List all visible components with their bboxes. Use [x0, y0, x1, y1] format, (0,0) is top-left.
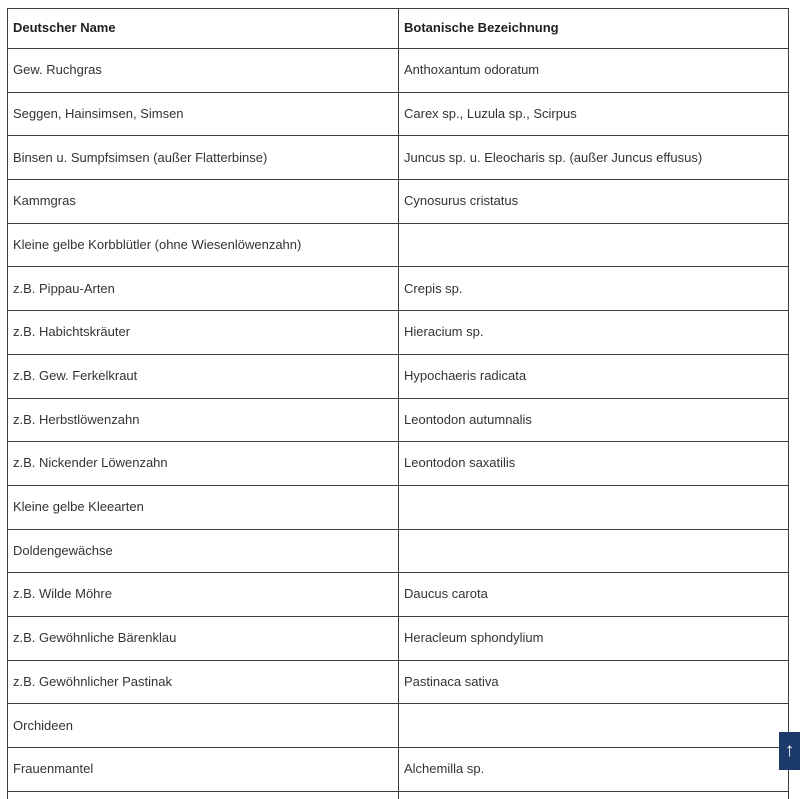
botanical-name-cell: Hypochaeris radicata [399, 354, 789, 398]
plant-name-table [7, 8, 789, 799]
botanical-name-cell: Crepis sp. [399, 267, 789, 311]
german-name-cell: Frauenmantel [8, 748, 399, 792]
botanical-name-cell: Hieracium sp. [399, 311, 789, 355]
table-row [8, 398, 789, 442]
table-row [8, 223, 789, 267]
botanical-name-cell [399, 704, 789, 748]
german-name-cell: z.B. Herbstlöwenzahn [8, 398, 399, 442]
german-name-cell: z.B. Gewöhnliche Bärenklau [8, 616, 399, 660]
botanical-name-cell: Carex sp., Luzula sp., Scirpus [399, 92, 789, 136]
german-name-cell: z.B. Habichtskräuter [8, 311, 399, 355]
table-row [8, 180, 789, 224]
table-row [8, 748, 789, 792]
table-row [8, 573, 789, 617]
german-name-cell: z.B. Nickender Löwenzahn [8, 442, 399, 486]
german-name-cell: Kleine gelbe Korbblütler (ohne Wiesenlöwenzahn) [8, 223, 399, 267]
table-row [8, 92, 789, 136]
botanical-name-cell: Cynosurus cristatus [399, 180, 789, 224]
table-header-row [8, 9, 789, 49]
table-row [8, 354, 789, 398]
table-row [8, 529, 789, 573]
german-name-cell: Kleine gelbe Kleearten [8, 485, 399, 529]
botanical-name-cell: Anthoxantum odoratum [399, 49, 789, 93]
german-name-cell: z.B. Wilde Möhre [8, 573, 399, 617]
table-row [8, 136, 789, 180]
german-name-cell: z.B. Gew. Ferkelkraut [8, 354, 399, 398]
german-name-cell: Doldengewächse [8, 529, 399, 573]
german-name-cell [8, 791, 399, 799]
german-name-cell: Orchideen [8, 704, 399, 748]
table-row [8, 267, 789, 311]
column-header-botanical-name: Botanische Bezeichnung [399, 9, 789, 49]
german-name-cell: z.B. Gewöhnlicher Pastinak [8, 660, 399, 704]
table-row [8, 791, 789, 799]
botanical-name-cell [399, 791, 789, 799]
table-row [8, 485, 789, 529]
german-name-cell: z.B. Pippau-Arten [8, 267, 399, 311]
botanical-name-cell: Daucus carota [399, 573, 789, 617]
scroll-to-top-button[interactable] [779, 732, 800, 770]
table-row [8, 616, 789, 660]
table-row [8, 49, 789, 93]
table-row [8, 660, 789, 704]
german-name-cell: Kammgras [8, 180, 399, 224]
botanical-name-cell: Pastinaca sativa [399, 660, 789, 704]
botanical-name-cell [399, 529, 789, 573]
arrow-up-icon: ↑ [784, 739, 795, 761]
german-name-cell: Seggen, Hainsimsen, Simsen [8, 92, 399, 136]
botanical-name-cell [399, 223, 789, 267]
botanical-name-cell: Alchemilla sp. [399, 748, 789, 792]
german-name-cell: Binsen u. Sumpfsimsen (außer Flatterbinse) [8, 136, 399, 180]
table-body [8, 49, 789, 799]
botanical-name-cell: Juncus sp. u. Eleocharis sp. (außer Juncus effusus) [399, 136, 789, 180]
column-header-german-name: Deutscher Name [8, 9, 399, 49]
botanical-name-cell [399, 485, 789, 529]
botanical-name-cell: Leontodon saxatilis [399, 442, 789, 486]
german-name-cell: Gew. Ruchgras [8, 49, 399, 93]
botanical-name-cell: Leontodon autumnalis [399, 398, 789, 442]
botanical-name-cell: Heracleum sphondylium [399, 616, 789, 660]
table-row [8, 704, 789, 748]
table-row [8, 442, 789, 486]
table-row [8, 311, 789, 355]
